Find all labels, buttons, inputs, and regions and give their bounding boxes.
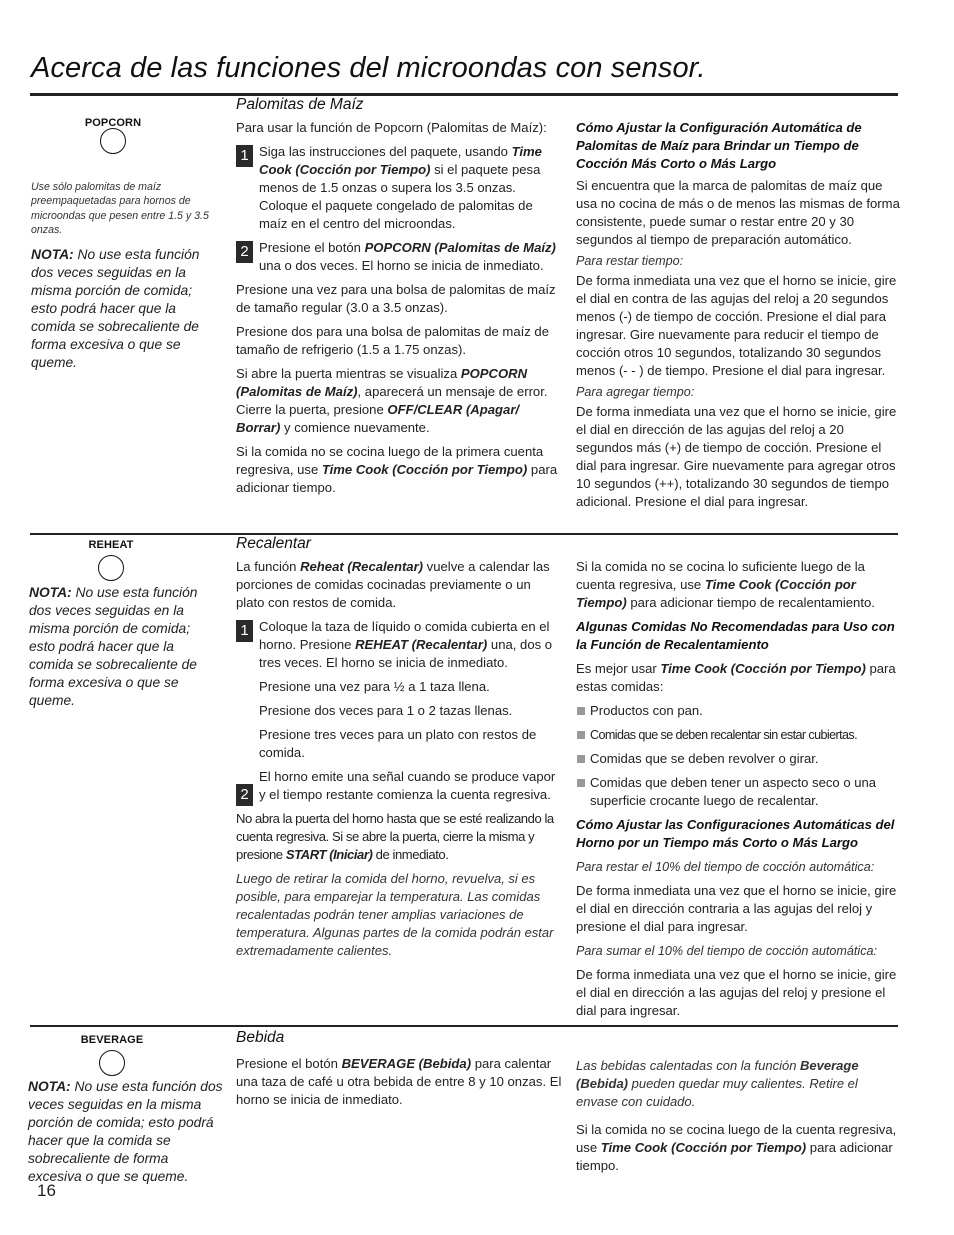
bullet-square-icon	[577, 755, 585, 763]
reheat-step-1-text-c: una, dos o tres veces. El horno se inicia de inmediato.	[259, 637, 553, 670]
popcorn-p4-a: Si la comida no se cocina luego de la primera cuenta regresiva, use	[236, 444, 544, 477]
bullet-square-icon	[577, 779, 585, 787]
beverage-main	[236, 1029, 562, 1109]
popcorn-p3-c: , aparecerá un mensaje de error. Cierre la puerta, presione	[236, 384, 548, 417]
beverage-p1-b: BEVERAGE (Bebida)	[341, 1056, 472, 1071]
reheat-heading: Recalentar	[236, 535, 311, 552]
beverage-right-p2-b: Time Cook (Cocción por Tiempo)	[600, 1140, 807, 1155]
reheat-step-1-badge: 1	[236, 620, 253, 642]
popcorn-step-2-button: POPCORN (Palomitas de Maíz)	[364, 240, 556, 255]
popcorn-step-1-text-a: Siga las instrucciones del paquete, usando	[259, 144, 512, 159]
popcorn-side-note: Use sólo palomitas de maíz preempaquetadas para hornos de microondas que pesen entre 1.5 y 3.5 onzas.	[31, 181, 209, 236]
reheat-adjust-heading: Cómo Ajustar las Configuraciones Automáticas del Horno por un Tiempo más Corto o Más Largo	[576, 817, 895, 850]
reheat-step-2	[236, 768, 562, 804]
reheat-right-p4: De forma inmediata una vez que el horno se inicie, gire el dial en dirección a las agujas del reloj y presione el dial para ingresar.	[576, 967, 897, 1018]
beverage-button-icon[interactable]	[99, 1050, 125, 1076]
page-title: Acerca de las funciones del microondas con sensor.	[31, 52, 706, 84]
reheat-step-2-badge: 2	[236, 784, 253, 806]
reheat-right	[576, 558, 900, 1020]
list-item	[576, 774, 900, 810]
popcorn-adjust	[576, 119, 900, 511]
page-number: 16	[37, 1181, 56, 1200]
popcorn-main	[236, 96, 562, 497]
reheat-step-1-option-3: Presione tres veces para un plato con restos de comida.	[259, 727, 537, 760]
beverage-right-p2	[576, 1121, 900, 1175]
popcorn-adjust-p2: De forma inmediata una vez que el horno se inicie, gire el dial en contra de las agujas del reloj a 20 segundos menos (-) de tiempo de cocción. Presione el dial para ingresar. Gire nuevamente para reducir el tiempo de cocción otros 10 segundos, totalizando 30 segundos menos (- - ) de tiempo. Presione el dial para ingresar.	[576, 273, 897, 378]
beverage-right-p1	[576, 1057, 900, 1111]
reheat-right-p1-c: para adicionar tiempo de recalentamiento.	[626, 595, 875, 610]
reheat-right-p2	[576, 660, 900, 696]
bullet-square-icon	[577, 707, 585, 715]
popcorn-heading: Palomitas de Maíz	[236, 96, 364, 113]
beverage-right-p1-c: pueden quedar muy calientes. Retire el envase con cuidado.	[576, 1076, 858, 1109]
beverage-note-text: No use esta función dos veces seguidas en la misma porción de comida; esto podrá hacer que la comida se sobrecaliente de forma excesiva o que se queme.	[28, 1079, 223, 1184]
reheat-step-1-option-2: Presione dos veces para 1 o 2 tazas llenas.	[259, 703, 513, 718]
popcorn-p1: Presione una vez para una bolsa de palomitas de maíz de tamaño regular (3.0 a 3.5 onzas).	[236, 282, 556, 315]
popcorn-p3-d: OFF/CLEAR (Apagar/ Borrar)	[236, 402, 520, 435]
popcorn-intro: Para usar la función de Popcorn (Palomitas de Maíz):	[236, 120, 547, 135]
reheat-step-1-option-1: Presione una vez para ½ a 1 taza llena.	[259, 679, 490, 694]
reheat-intro	[236, 558, 562, 612]
beverage-right-p2-c: para adicionar tiempo.	[576, 1140, 893, 1173]
reheat-step-1-button: REHEAT (Recalentar)	[355, 637, 488, 652]
reheat-right-p1-b: Time Cook (Cocción por Tiempo)	[576, 577, 856, 610]
reheat-note-label: NOTA:	[29, 585, 72, 600]
popcorn-step-1-badge: 1	[236, 145, 253, 167]
reheat-right-p2-b: Time Cook (Cocción por Tiempo)	[660, 661, 866, 676]
reheat-note	[29, 584, 211, 710]
reheat-right-p2-c: para estas comidas:	[576, 661, 896, 694]
list-item-text: Comidas que deben tener un aspecto seco o una superficie crocante luego de recalentar.	[590, 775, 877, 808]
popcorn-step-2-text-c: una o dos veces. El horno se inicia de inmediato.	[259, 258, 544, 273]
reheat-right-p2-a: Es mejor usar	[576, 661, 661, 676]
reheat-right-p1-a: Si la comida no se cocina lo suficiente luego de la cuenta regresiva, use	[576, 559, 865, 592]
popcorn-note-text: No use esta función dos veces seguidas en la misma porción de comida; esto podrá hacer que la comida se sobrecaliente de forma excesiva o que se queme.	[31, 247, 200, 370]
beverage-button-label: BEVERAGE	[80, 1034, 144, 1046]
list-item	[576, 726, 900, 744]
reheat-add-label: Para sumar el 10% del tiempo de cocción automática:	[576, 944, 878, 958]
beverage-rule	[30, 1025, 898, 1027]
reheat-step-1	[236, 618, 562, 672]
popcorn-adjust-heading: Cómo Ajustar la Configuración Automática de Palomitas de Maíz para Brindar un Tiempo de Cocción Más Corto o Más Largo	[576, 120, 862, 171]
reheat-not-recommended-heading: Algunas Comidas No Recomendadas para Uso con la Función de Recalentamiento	[576, 619, 895, 652]
beverage-heading: Bebida	[236, 1029, 285, 1046]
reheat-p2: Luego de retirar la comida del horno, revuelva, si es posible, para emparejar la temperatura. Las comidas recalentadas podrán tener amplias variaciones de temperatura. Algunas partes de la comida podrán estar extremadamente calientes.	[236, 871, 554, 958]
bullet-square-icon	[577, 731, 585, 739]
reheat-p1-c: de inmediato.	[372, 847, 449, 862]
popcorn-step-1	[236, 143, 562, 233]
popcorn-p3-a: Si abre la puerta mientras se visualiza	[236, 366, 461, 381]
beverage-right-p1-b: Beverage (Bebida)	[576, 1058, 859, 1091]
reheat-subtract-label: Para restar el 10% del tiempo de cocción automática:	[576, 860, 875, 874]
popcorn-button-icon[interactable]	[100, 128, 126, 154]
popcorn-step-2-badge: 2	[236, 241, 253, 263]
reheat-step-2-text: El horno emite una señal cuando se produce vapor y el tiempo restante comienza la cuenta regresiva.	[259, 769, 556, 802]
popcorn-p4-c: para adicionar tiempo.	[236, 462, 558, 495]
list-item	[576, 750, 900, 768]
beverage-note	[28, 1078, 224, 1186]
popcorn-adjust-p1: Si encuentra que la marca de palomitas de maíz que usa no cocina de más o de menos las mismas de forma consistente, puede sumar o restar entre 20 y 30 segundos al tiempo de preparación automático.	[576, 178, 900, 247]
popcorn-subtract-label: Para restar tiempo:	[576, 254, 684, 268]
popcorn-step-1-time-cook: Time Cook (Cocción por Tiempo)	[259, 144, 542, 177]
beverage-right-p2-a: Si la comida no se cocina luego de la cuenta regresiva, use	[576, 1122, 897, 1155]
popcorn-p3-b: POPCORN (Palomitas de Maíz)	[236, 366, 528, 399]
popcorn-p3	[236, 365, 562, 437]
reheat-right-p3: De forma inmediata una vez que el horno se inicie, gire el dial en dirección contraria a las agujas del reloj y presione el dial para ingresar.	[576, 883, 897, 934]
beverage-p1	[236, 1055, 562, 1109]
list-item-text: Comidas que se deben revolver o girar.	[590, 751, 819, 766]
reheat-main	[236, 535, 562, 960]
list-item-text: Productos con pan.	[590, 703, 703, 718]
beverage-p1-a: Presione el botón	[236, 1056, 342, 1071]
reheat-p1-a: No abra la puerta del horno hasta que se esté realizando la cuenta regresiva. Si se abre la puerta, cierre la misma y presione	[236, 811, 554, 862]
reheat-p1-b: START (Iniciar)	[285, 847, 373, 862]
popcorn-step-2	[236, 239, 562, 275]
popcorn-add-label: Para agregar tiempo:	[576, 385, 695, 399]
beverage-p1-c: para calentar una taza de café u otra bebida de entre 8 y 10 onzas. El horno se inicia de inmediato.	[236, 1056, 562, 1107]
popcorn-step-1-text-c: si el paquete pesa menos de 1.5 onzas o supera los 3.5 onzas. Coloque el paquete congelado de palomitas de maíz en el centro del microondas.	[259, 162, 541, 231]
reheat-p1	[236, 810, 562, 864]
popcorn-p4	[236, 443, 562, 497]
popcorn-p4-b: Time Cook (Cocción por Tiempo)	[321, 462, 528, 477]
beverage-right	[576, 1057, 900, 1175]
popcorn-button-label: POPCORN	[84, 117, 142, 129]
list-item	[576, 702, 900, 720]
reheat-button-icon[interactable]	[98, 555, 124, 581]
reheat-intro-c: vuelve a calendar las porciones de comidas cocinadas previamente o un plato con restos de comida.	[236, 559, 550, 610]
popcorn-step-2-text-a: Presione el botón	[259, 240, 365, 255]
popcorn-note-label: NOTA:	[31, 247, 74, 262]
beverage-right-p1-a: Las bebidas calentadas con la función	[576, 1058, 801, 1073]
reheat-intro-b: Reheat (Recalentar)	[300, 559, 424, 574]
reheat-intro-a: La función	[236, 559, 301, 574]
beverage-note-label: NOTA:	[28, 1079, 71, 1094]
reheat-note-text: No use esta función dos veces seguidas en la misma porción de comida; esto podrá hacer que la comida se sobrecaliente de forma excesiva o que se queme.	[29, 585, 198, 708]
list-item-text: Comidas que se deben recalentar sin estar cubiertas.	[590, 728, 858, 742]
popcorn-p2: Presione dos para una bolsa de palomitas de maíz de tamaño de refrigerio (1.5 a 1.75 onzas).	[236, 324, 549, 357]
reheat-step-1-text-a: Coloque la taza de líquido o comida cubierta en el horno. Presione	[259, 619, 550, 652]
reheat-button-label: REHEAT	[88, 539, 134, 551]
popcorn-adjust-p3: De forma inmediata una vez que el horno se inicie, gire el dial en dirección de las agujas del reloj a 20 segundos más (+) de tiempo de cocción. Presione el dial para ingresar. Gire nuevamente para agregar otros 10 segundos (++), totalizando 30 segundos de tiempo adicional. Presione el dial para ingresar.	[576, 404, 897, 509]
popcorn-p3-e: y comience nuevamente.	[280, 420, 430, 435]
popcorn-note	[31, 246, 213, 372]
reheat-right-p1	[576, 558, 900, 612]
